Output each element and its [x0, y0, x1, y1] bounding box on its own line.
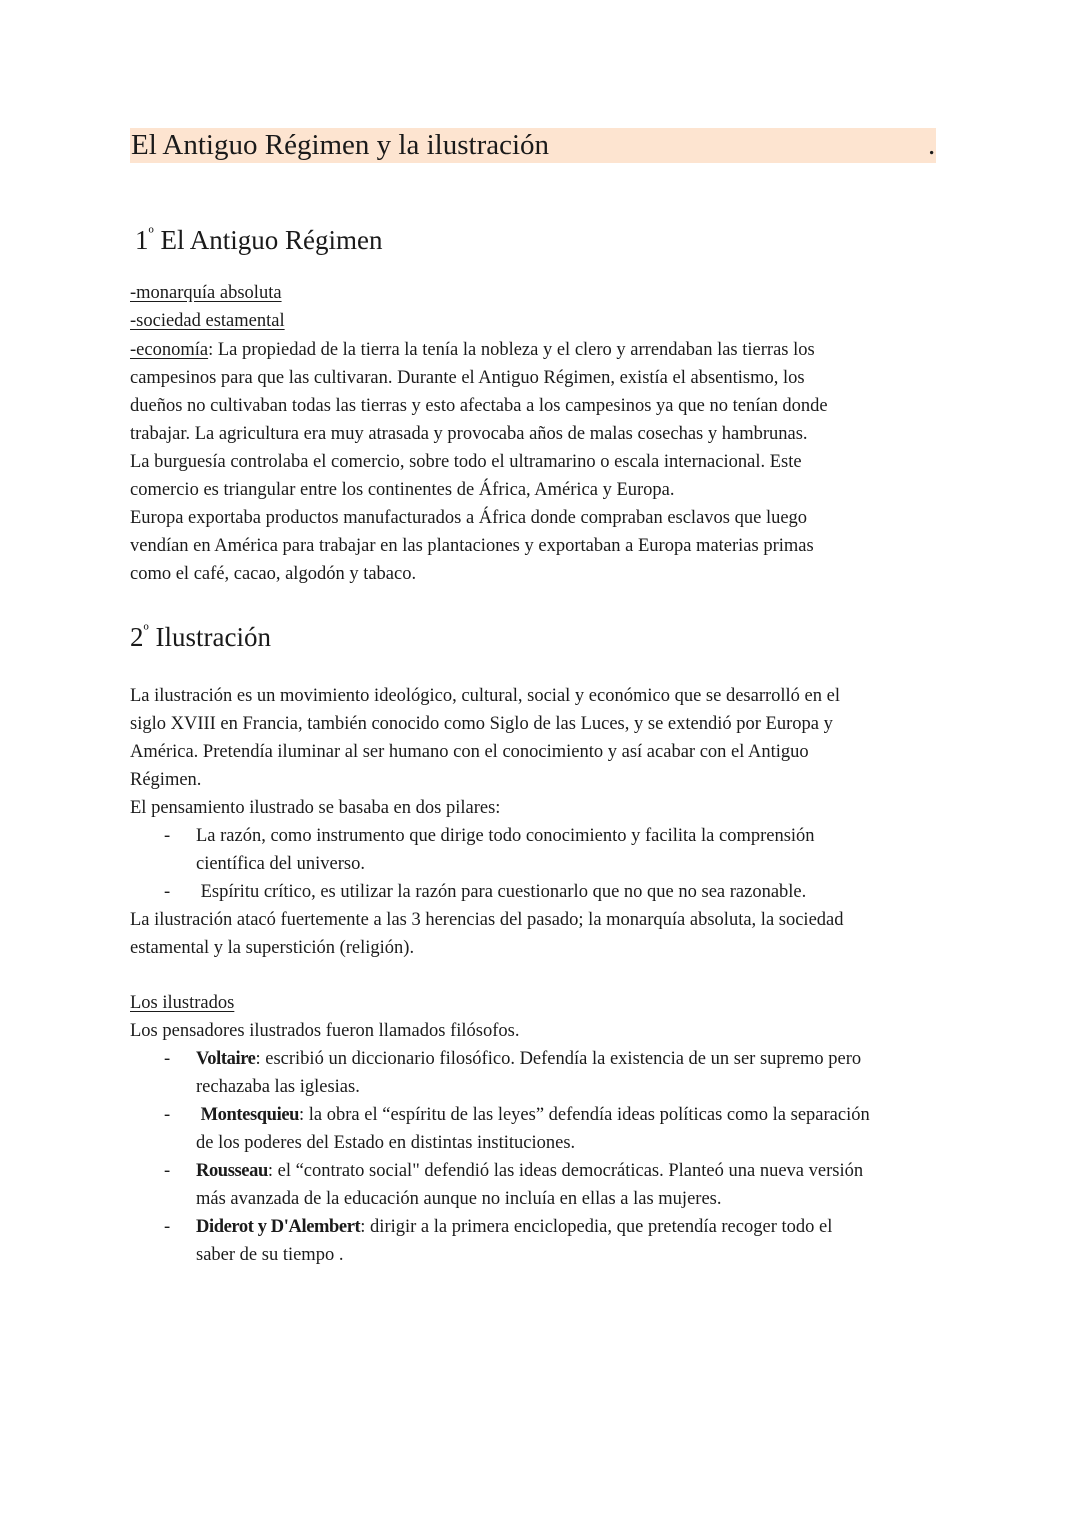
item-monarquia: -monarquía absoluta: [130, 283, 282, 303]
list-item-continuation: rechazaba las iglesias.: [196, 1077, 360, 1097]
ilustrados-heading: Los ilustrados: [130, 993, 235, 1013]
list-item: [164, 822, 815, 850]
paragraph-line: estamental y la superstición (religión).: [130, 938, 415, 958]
person-text: : escribió un diccionario filosófico. Defendía la existencia de un ser supremo pero: [255, 1049, 862, 1069]
list-item: [164, 878, 806, 906]
section1-number: 1: [135, 225, 149, 255]
section2-number: 2: [130, 622, 144, 652]
paragraph-line: siglo XVIII en Francia, también conocido como Siglo de las Luces, y se extendió por Europa y: [130, 714, 833, 734]
section2-ordinal: º: [143, 621, 149, 640]
economia-text: : La propiedad de la tierra la tenía la nobleza y el clero y arrendaban las tierras los: [208, 340, 815, 360]
paragraph-line: vendían en América para trabajar en las plantaciones y exportaban a Europa materias primas: [130, 536, 814, 556]
paragraph-line: comercio es triangular entre los continentes de África, América y Europa.: [130, 480, 675, 500]
title-trailing-dot: .: [928, 129, 936, 161]
person-name: Diderot y D'Alembert: [196, 1217, 361, 1237]
list-item-continuation: científica del universo.: [196, 854, 366, 874]
dash-bullet: -: [164, 1105, 171, 1125]
list-item-continuation: de los poderes del Estado en distintas instituciones.: [196, 1133, 576, 1153]
section1-ordinal: º: [148, 224, 154, 243]
person-name: Voltaire: [196, 1049, 256, 1069]
person-name: Montesquieu: [200, 1105, 300, 1125]
item-sociedad: -sociedad estamental: [130, 311, 285, 331]
person-text: : dirigir a la primera enciclopedia, que pretendía recoger todo el: [360, 1217, 833, 1237]
dash-bullet: -: [164, 1217, 171, 1237]
dash-bullet: -: [164, 1161, 171, 1181]
person-name: Rousseau: [196, 1161, 268, 1181]
list-item: [164, 1101, 870, 1129]
paragraph-line: América. Pretendía iluminar al ser humano con el conocimiento y así acabar con el Antiguo: [130, 742, 809, 762]
document-title: El Antiguo Régimen y la ilustración: [131, 129, 550, 161]
paragraph-line: La ilustración es un movimiento ideológico, cultural, social y económico que se desarrolló en el: [130, 686, 840, 706]
section1-heading: [135, 217, 383, 257]
list-item-text: Espíritu crítico, es utilizar la razón para cuestionarlo que no que no sea razonable.: [196, 882, 807, 902]
dash-bullet: -: [164, 882, 171, 902]
paragraph-line: trabajar. La agricultura era muy atrasada y provocaba años de malas cosechas y hambrunas.: [130, 424, 808, 444]
section2-title: Ilustración: [155, 622, 271, 652]
list-item-continuation: más avanzada de la educación aunque no incluía en ellas a las mujeres.: [196, 1189, 722, 1209]
paragraph-line: dueños no cultivaban todas las tierras y esto afectaba a los campesinos ya que no tenían donde: [130, 396, 828, 416]
list-item: [164, 1045, 861, 1073]
person-text: : la obra el “espíritu de las leyes” defendía ideas políticas como la separación: [299, 1105, 870, 1125]
economia-label: -economía: [130, 340, 209, 360]
list-item-continuation: saber de su tiempo .: [196, 1245, 344, 1265]
paragraph-line: como el café, cacao, algodón y tabaco.: [130, 564, 417, 584]
section2-heading: [130, 614, 271, 654]
ilustrados-intro: Los pensadores ilustrados fueron llamados filósofos.: [130, 1021, 520, 1041]
list-item-text: La razón, como instrumento que dirige todo conocimiento y facilita la comprensión: [196, 826, 815, 846]
item-economia: [130, 336, 815, 364]
paragraph-line: campesinos para que las cultivaran. Durante el Antiguo Régimen, existía el absentismo, los: [130, 368, 805, 388]
person-text: : el “contrato social" defendió las ideas democráticas. Planteó una nueva versión: [267, 1161, 864, 1181]
list-item: [164, 1213, 832, 1241]
dash-bullet: -: [164, 1049, 171, 1069]
paragraph-line: El pensamiento ilustrado se basaba en dos pilares:: [130, 798, 501, 818]
paragraph-line: La ilustración atacó fuertemente a las 3 herencias del pasado; la monarquía absoluta, la sociedad: [130, 910, 844, 930]
dash-bullet: -: [164, 826, 171, 846]
paragraph-line: Régimen.: [130, 770, 202, 790]
list-item: [164, 1157, 863, 1185]
paragraph-line: La burguesía controlaba el comercio, sobre todo el ultramarino o escala internacional. Este: [130, 452, 802, 472]
paragraph-line: Europa exportaba productos manufacturados a África donde compraban esclavos que luego: [130, 508, 808, 528]
section1-title: El Antiguo Régimen: [160, 225, 383, 255]
